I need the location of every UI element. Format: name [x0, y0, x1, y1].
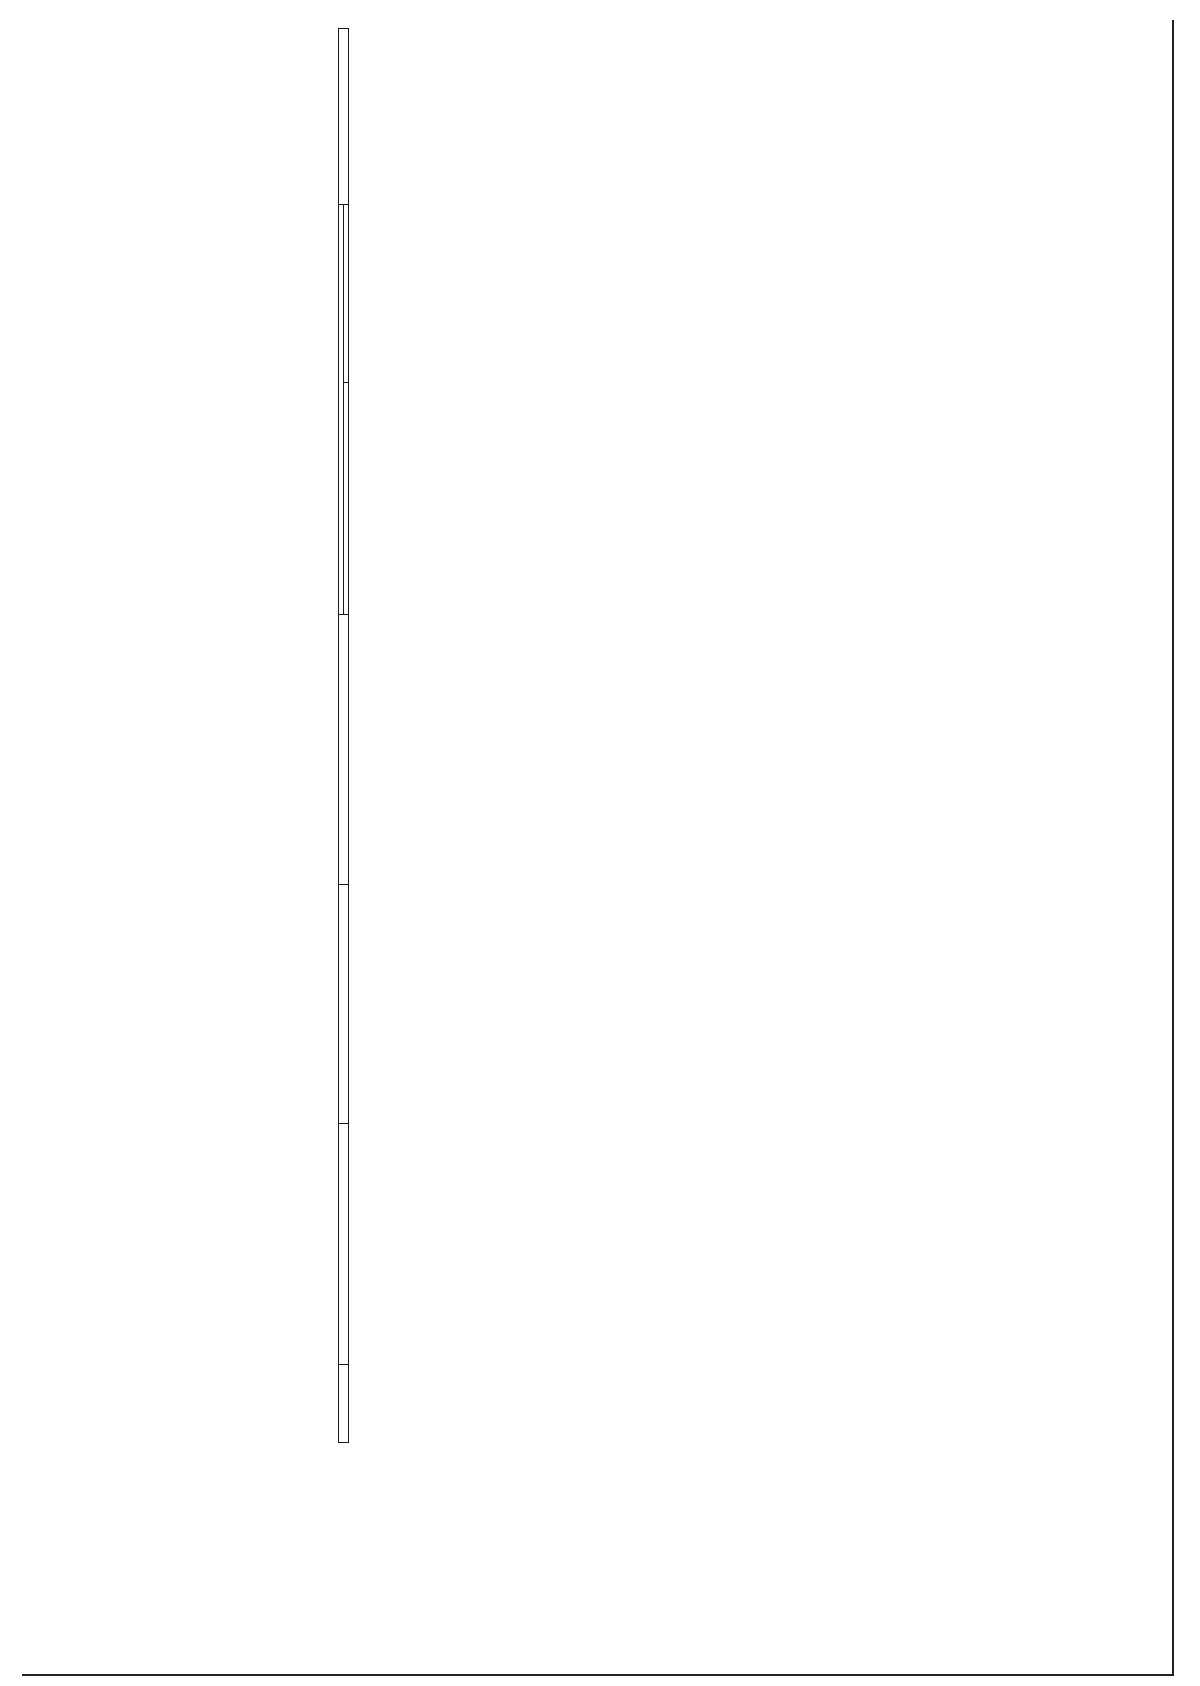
tariff-table: [338, 28, 349, 1443]
header-district: [339, 885, 349, 1124]
header-water-component: [344, 204, 349, 382]
header-heat-component: [344, 383, 349, 615]
header-num: [339, 1365, 349, 1443]
rotated-content: [8, 28, 1083, 1668]
header-consumer-group: [339, 615, 349, 885]
header-date: [339, 29, 349, 205]
header-organization: [339, 1124, 349, 1365]
